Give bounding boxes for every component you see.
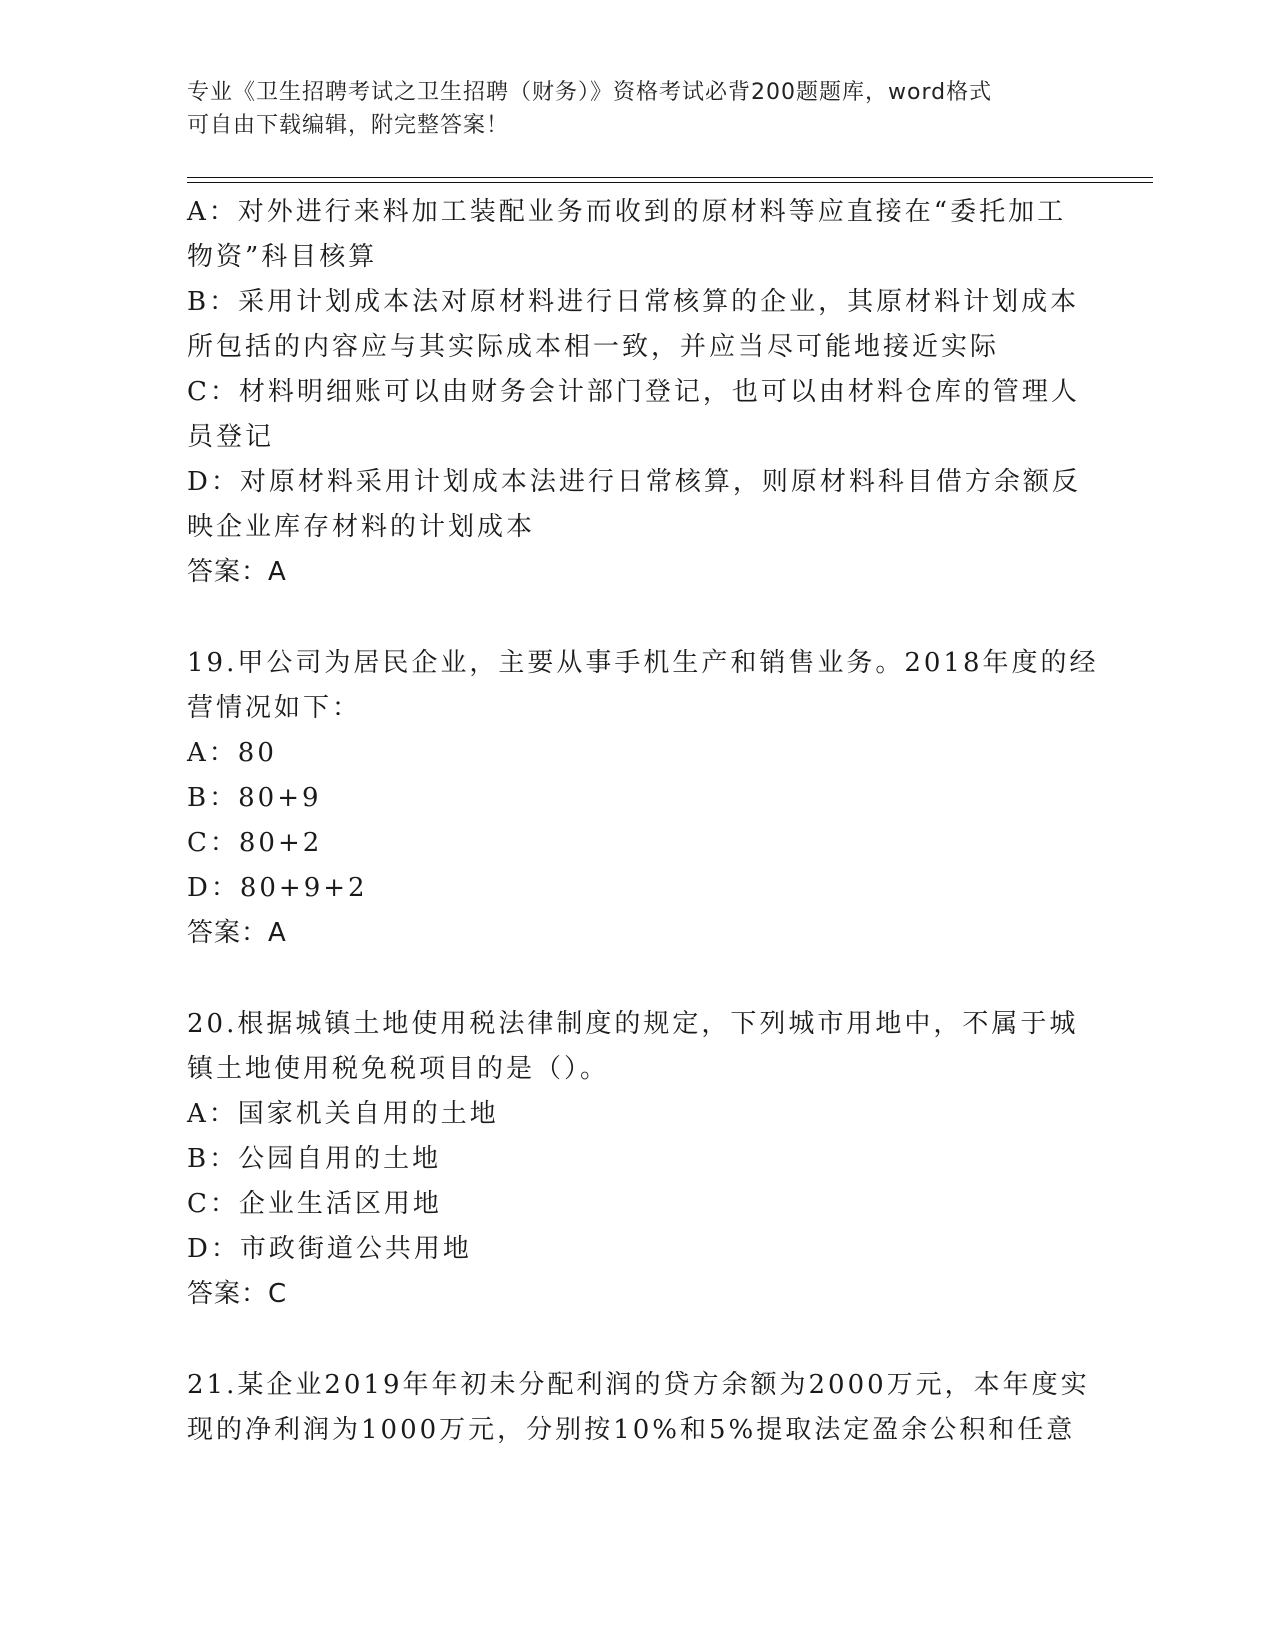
q20-option-b: B：公园自用的土地 bbox=[187, 1144, 442, 1174]
q20-option-c: C：企业生活区用地 bbox=[187, 1189, 442, 1219]
q20-answer: 答案：C bbox=[187, 1279, 288, 1309]
q18-answer: 答案：A bbox=[187, 557, 287, 587]
q19-option-c: C：80+2 bbox=[187, 828, 323, 858]
spacer bbox=[187, 1317, 1087, 1363]
q21-stem: 21.某企业2019年年初未分配利润的贷方余额为2000万元，本年度实 现的净利润为1000万元，分别按10%和5%提取法定盈余公积和任意 bbox=[187, 1370, 1090, 1445]
q19-option-a: A：80 bbox=[187, 738, 277, 768]
header-rule-bottom bbox=[187, 182, 1153, 183]
header-rule-top bbox=[187, 177, 1153, 178]
spacer bbox=[187, 956, 1087, 1002]
q20-stem: 20.根据城镇土地使用税法律制度的规定，下列城市用地中，不属于城 镇土地使用税免税项目的是（）。 bbox=[187, 1009, 1079, 1084]
q19-answer: 答案：A bbox=[187, 918, 287, 948]
q18-option-a: A：对外进行来料加工装配业务而收到的原材料等应直接在“委托加工 物资”科目核算 bbox=[187, 197, 1067, 272]
q18-option-b: B：采用计划成本法对原材料进行日常核算的企业，其原材料计划成本 所包括的内容应与其实际成本相一致，并应当尽可能地接近实际 bbox=[187, 287, 1080, 362]
q18-option-d: D：对原材料采用计划成本法进行日常核算，则原材料科目借方余额反 映企业库存材料的计划成本 bbox=[187, 467, 1081, 542]
q19-option-b: B：80+9 bbox=[187, 783, 322, 813]
spacer bbox=[187, 595, 1087, 641]
header-line-1: 专业《卫生招聘考试之卫生招聘（财务）》资格考试必背200题题库，word格式 bbox=[187, 80, 993, 105]
q20-option-a: A：国家机关自用的土地 bbox=[187, 1099, 499, 1129]
document-header bbox=[187, 76, 1067, 142]
q19-option-d: D：80+9+2 bbox=[187, 873, 368, 903]
q18-option-c: C：材料明细账可以由财务会计部门登记，也可以由材料仓库的管理人 员登记 bbox=[187, 377, 1080, 452]
header-line-2: 可自由下载编辑，附完整答案！ bbox=[187, 113, 510, 138]
q20-option-d: D：市政街道公共用地 bbox=[187, 1234, 472, 1264]
q19-stem: 19.甲公司为居民企业，主要从事手机生产和销售业务。2018年度的经 营情况如下： bbox=[187, 648, 1099, 723]
question-content bbox=[187, 190, 1099, 1453]
